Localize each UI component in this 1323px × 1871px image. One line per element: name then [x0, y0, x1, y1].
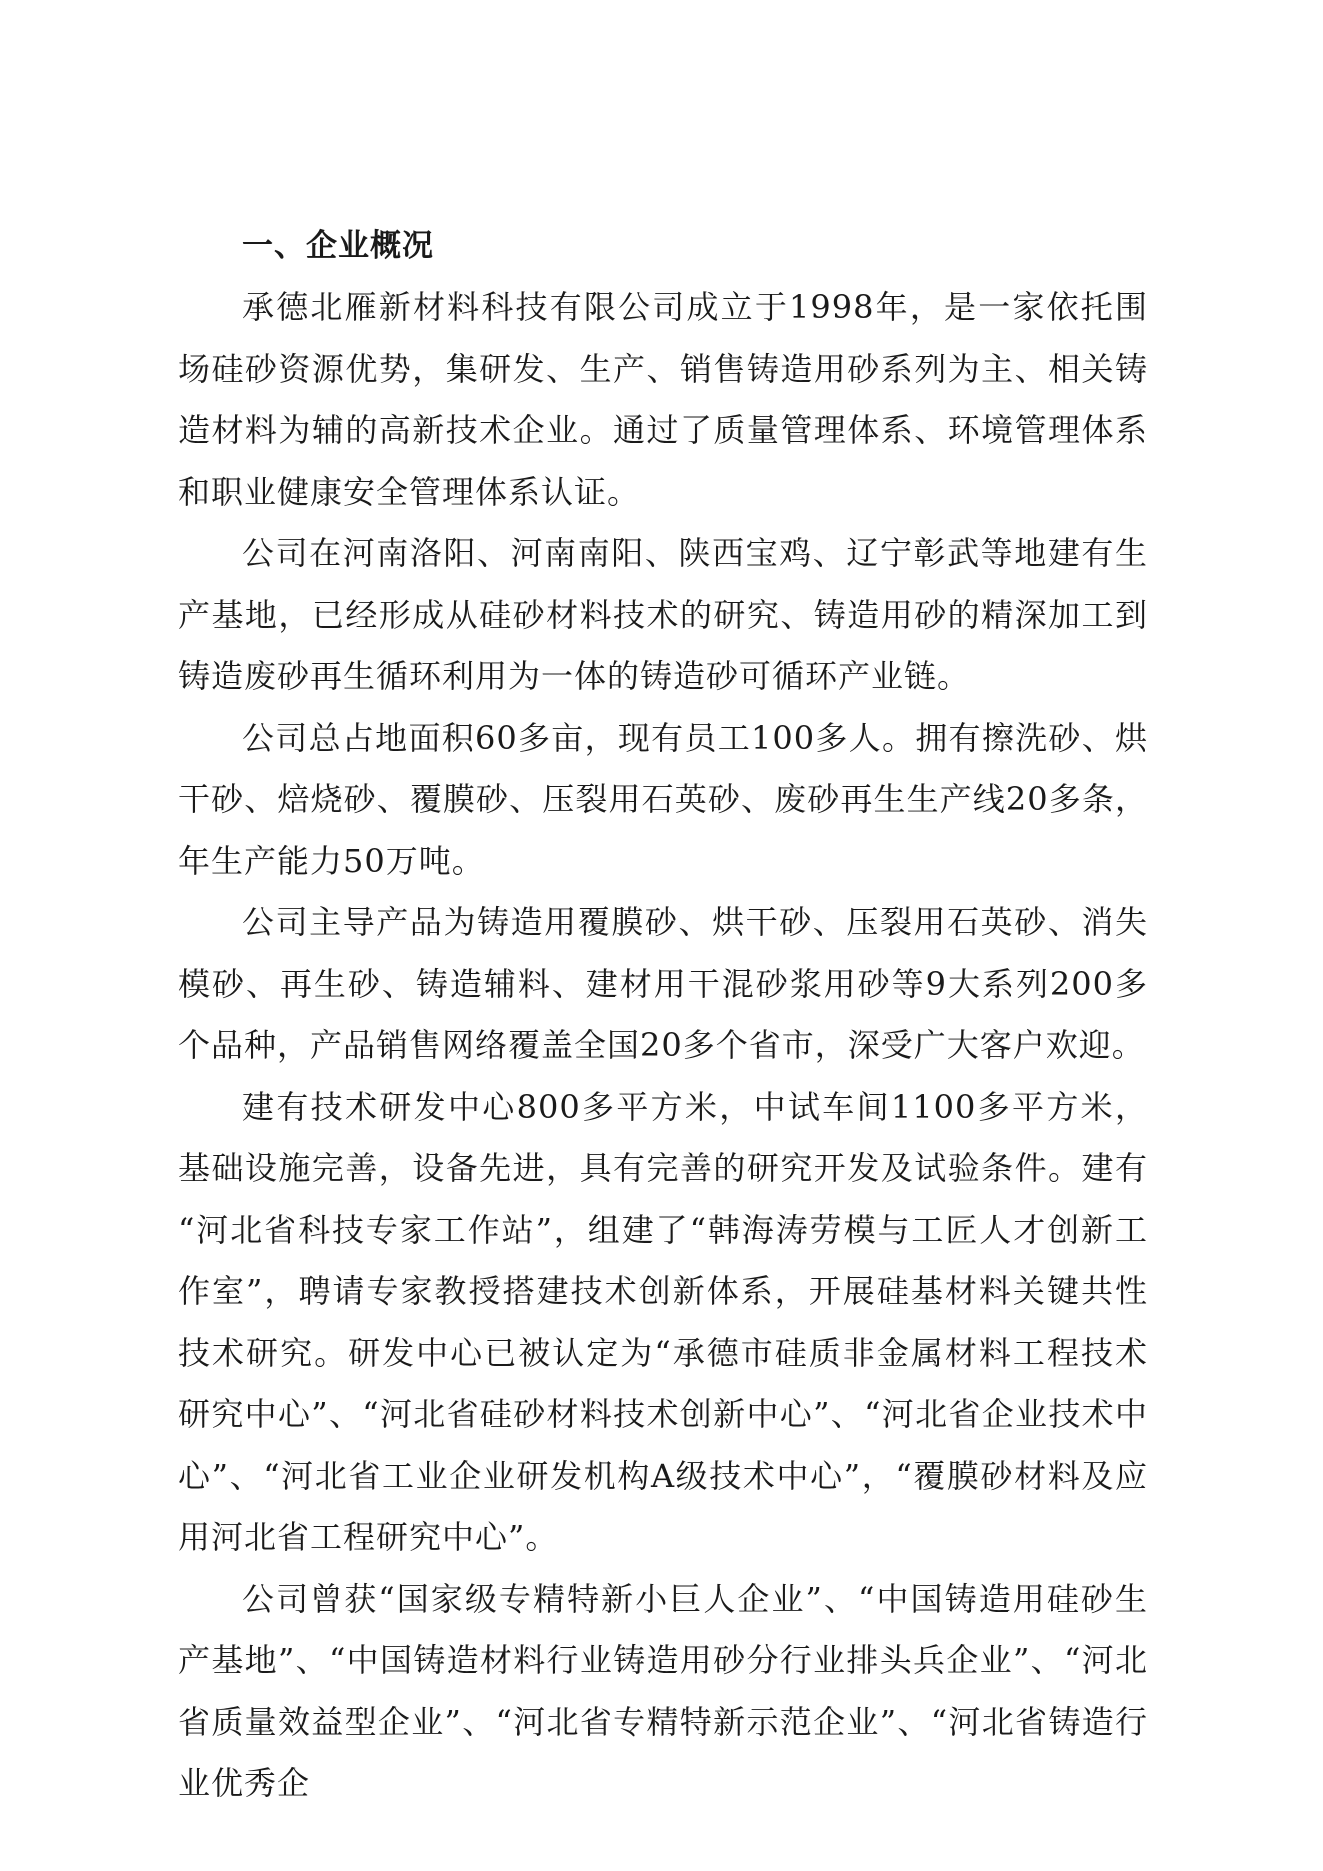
paragraph-honors: 公司曾获“国家级专精特新小巨人企业”、“中国铸造用硅砂生产基地”、“中国铸造材料行业铸造用砂分行业排头兵企业”、“河北省质量效益型企业”、“河北省专精特新示范企业”、“河北省铸造行业优秀企	[178, 1579, 1148, 1802]
paragraph-scale: 公司总占地面积60多亩，现有员工100多人。拥有擦洗砂、烘干砂、焙烧砂、覆膜砂、压裂用石英砂、废砂再生生产线20多条，年生产能力50万吨。	[178, 718, 1148, 880]
paragraph-products: 公司主导产品为铸造用覆膜砂、烘干砂、压裂用石英砂、消失模砂、再生砂、铸造辅料、建材用干混砂浆用砂等9大系列200多个品种，产品销售网络覆盖全国20多个省市，深受广大客户欢迎。	[178, 903, 1148, 1064]
paragraph-company-founding: 承德北雁新材料科技有限公司成立于1998年，是一家依托围场硅砂资源优势，集研发、生产、销售铸造用砂系列为主、相关铸造材料为辅的高新技术企业。通过了质量管理体系、环境管理体系和职业健康安全管理体系认证。	[178, 288, 1148, 511]
paragraph-rd-center: 建有技术研发中心800多平方米，中试车间1100多平方米，基础设施完善，设备先进，具有完善的研究开发及试验条件。建有 “河北省科技专家工作站”，组建了“韩海涛劳模与工匠人才创新工作室”，聘请专家教授搭建技术创新体系，开展硅基材料关键共性技术研究。研发中心已被认定为“承德市硅质非金属材料工程技术研究中心”、“河北省硅砂材料技术创新中心”、“河北省企业技术中心”、“河北省工业企业研发机构A级技术中心”，“覆膜砂材料及应用河北省工程研究中心”。	[178, 1087, 1148, 1556]
section-heading: 一、企业概况	[242, 228, 434, 264]
paragraph-production-bases: 公司在河南洛阳、河南南阳、陕西宝鸡、辽宁彰武等地建有生产基地，已经形成从硅砂材料技术的研究、铸造用砂的精深加工到铸造废砂再生循环利用为一体的铸造砂可循环产业链。	[178, 534, 1148, 695]
document-body	[178, 215, 1148, 1815]
